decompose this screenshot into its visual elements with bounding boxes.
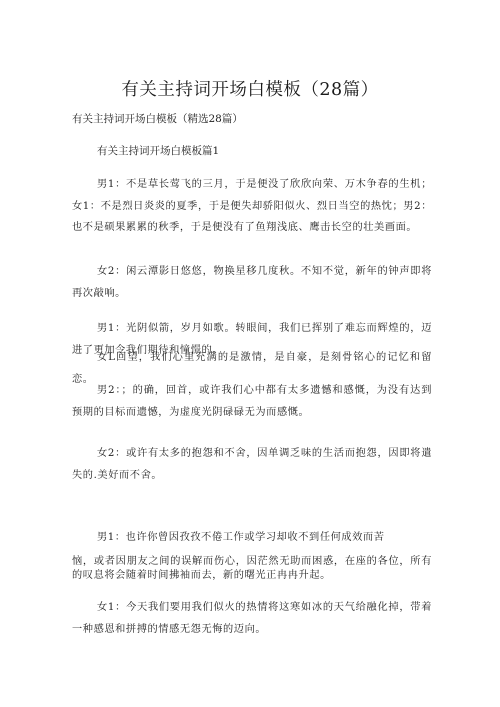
paragraph: 男1：不是草长莺飞的三月，于是便没了欣欣向荣、万木争春的生机；女1：不是烈日炎炎的夏季，于是便失却骄阳似火、烈日当空的热忱；男2：也不是硕果累累的秋季，于是便没有了鱼翔浅底、鹰击长空的壮美画面。: [72, 179, 432, 233]
paragraph: 男1：也许你曾因孜孜不倦工作或学习却收不到任何成效而苦: [97, 532, 385, 543]
section-heading: 有关主持词开场白模板篇1: [97, 145, 220, 157]
document-title: 有关主持词开场白模板（28篇）: [121, 80, 379, 100]
document-subtitle: 有关主持词开场白模板（精选28篇）: [72, 113, 243, 125]
paragraph: 女L回望，我们心里充满的是激情，是自豪，是刻骨铭心的记忆和留恋。: [72, 352, 432, 385]
paragraph: 男2：；的确，回首，或许我们心中都有太多遗憾和感慨，为没有达到预期的目标而遗憾，为虚度光阴碌碌无为而感慨。: [72, 385, 432, 418]
paragraph: 女2：或许有太多的抱怨和不舍，因单调乏味的生活而抱怨，因即将遣失的.美好而不舍。: [72, 448, 432, 481]
paragraph: 男1：光阴似箭，岁月如歌。转眼间，我们已挥别了难忘而辉煌的，迈进了更加令我们期待和憧憬的。: [72, 323, 432, 356]
paragraph: 女1：今天我们要用我们似火的热情将这寒如冰的天气给融化掉，带着一种感恩和拼搏的情感无怨无悔的迈向。: [72, 602, 432, 635]
paragraph: 恼，或者因朋友之间的误解而伤心，因茫然无助而困惑，在座的各位，所有的叹息将会随着时间拂袖而去，新的曙光正冉冉升起。: [72, 556, 432, 581]
paragraph: 女2：闲云潭影日悠悠，物换星移几度秋。不知不觉，新年的钟声即将再次敲响。: [72, 266, 432, 299]
